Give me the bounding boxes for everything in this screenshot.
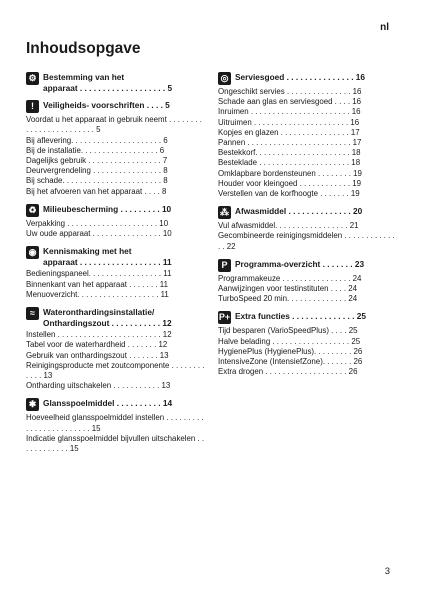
toc-entry[interactable]: Gebruik van onthardingszout . . . . . . . 13: [26, 350, 169, 360]
toc-entry-list: [26, 413, 206, 454]
toc-section-heading[interactable]: [218, 72, 396, 85]
toc-heading-line: Wateronthardingsinstallatie/: [43, 307, 155, 318]
toc-section: [218, 72, 396, 199]
page-title: Inhoudsopgave: [26, 40, 141, 57]
toc-heading-line: Milieubescherming . . . . . . . . . 10: [43, 203, 172, 214]
toc-entry[interactable]: Instellen . . . . . . . . . . . . . . . . . . . . . . . . 12: [26, 330, 172, 340]
toc-section-heading[interactable]: [26, 398, 206, 411]
toc-entry-list: [26, 269, 206, 300]
toc-heading-line: Glansspoelmiddel . . . . . . . . . . 14: [43, 398, 173, 409]
toc-section: [26, 204, 206, 239]
toc-entry[interactable]: Besteklade . . . . . . . . . . . . . . . . . . . . . 18: [218, 158, 361, 168]
toc-entry[interactable]: Verstellen van de korfhoogte . . . . . . . 19: [218, 189, 360, 199]
toc-entry[interactable]: Uw oude apparaat . . . . . . . . . . . . . . . . 10: [26, 229, 172, 239]
toc-entry[interactable]: Aanwijzingen voor testinstituten . . . . 24: [218, 284, 358, 294]
toc-entry[interactable]: Voordat u het apparaat in gebruik neemt . . . . . . . . . . . . . . . . . . . . . . . . 5: [26, 115, 202, 135]
toc-entry[interactable]: Schade aan glas en serviesgoed . . . . 16: [218, 97, 362, 107]
rinse-aid-icon: ✱: [26, 398, 39, 411]
toc-entry-list: [218, 326, 396, 377]
toc-heading-text: [43, 72, 206, 93]
toc-heading-text: [43, 100, 206, 111]
toc-section: [26, 398, 206, 454]
environment-icon: ♻: [26, 204, 39, 217]
toc-section: [26, 307, 206, 391]
toc-section: [218, 311, 396, 377]
toc-section-heading[interactable]: [26, 204, 206, 217]
toc-heading-text: [43, 307, 206, 328]
toc-entry[interactable]: Programmakeuze . . . . . . . . . . . . . . . . 24: [218, 273, 362, 283]
toc-section: [26, 72, 206, 93]
toc-entry-list: [26, 330, 206, 391]
language-code: nl: [380, 22, 389, 33]
toc-entry[interactable]: Verpakking . . . . . . . . . . . . . . . . . . . . . 10: [26, 218, 169, 228]
toc-entry[interactable]: Houder voor kleingoed . . . . . . . . . . . . 19: [218, 178, 361, 188]
toc-section: [218, 206, 396, 252]
toc-entry[interactable]: Bij het afvoeren van het apparaat . . . . 8: [26, 186, 167, 196]
toc-section-heading[interactable]: [218, 311, 396, 324]
toc-entry[interactable]: Deurvergrendeling . . . . . . . . . . . . . . . . 8: [26, 166, 168, 176]
toc-heading-line: Kennismaking met het: [43, 246, 132, 257]
programme-icon: P: [218, 259, 231, 272]
toc-section: [218, 259, 396, 305]
toc-entry[interactable]: Ongeschikt servies . . . . . . . . . . . . . . . 16: [218, 87, 362, 96]
detergent-icon: ⁂: [220, 207, 229, 218]
toc-section-heading[interactable]: [26, 307, 206, 328]
toc-section: [26, 246, 206, 300]
toc-entry[interactable]: Bedieningspaneel. . . . . . . . . . . . . . . . . 11: [26, 269, 172, 279]
dishes-icon: ◎: [218, 72, 231, 85]
toc-heading-line: Extra functies . . . . . . . . . . . . . . 25: [235, 311, 366, 322]
toc-entry[interactable]: Bij schade. . . . . . . . . . . . . . . . . . . . . . . 8: [26, 176, 168, 186]
toc-heading-line: apparaat . . . . . . . . . . . . . . . . . . . 5: [43, 82, 173, 93]
toc-heading-text: [43, 246, 206, 267]
toc-entry[interactable]: Tabel voor de waterhardheid . . . . . . . 12: [26, 340, 168, 350]
toc-entry[interactable]: Hoeveelheid glansspoelmiddel instellen . . . . . . . . . . . . . . . . . . . . . . . . 15: [26, 413, 204, 433]
warning-icon: !: [26, 100, 39, 113]
toc-right-column: [218, 72, 396, 384]
toc-heading-line: Serviesgoed . . . . . . . . . . . . . . . 16: [235, 72, 366, 82]
page-number: 3: [384, 566, 390, 577]
water-softener-icon: ≈: [26, 307, 39, 320]
toc-entry[interactable]: Pannen . . . . . . . . . . . . . . . . . . . . . . . . 17: [218, 138, 362, 148]
toc-entry[interactable]: Reinigingsproducte met zoutcomponente . . . . . . . . . . . . 13: [26, 360, 205, 381]
toc-entry-list: [26, 115, 206, 197]
toc-heading-line: apparaat . . . . . . . . . . . . . . . . . . 11: [43, 256, 172, 267]
toc-entry[interactable]: Gecombineerde reinigingsmiddelen . . . . . . . . . . . . . . 22: [218, 231, 395, 251]
toc-entry[interactable]: Dagelijks gebruik . . . . . . . . . . . . . . . . . 7: [26, 156, 168, 165]
toc-entry-list: [218, 274, 396, 305]
toc-section-heading[interactable]: [218, 206, 396, 219]
toc-entry[interactable]: Uitruimen . . . . . . . . . . . . . . . . . . . . . . 16: [218, 117, 360, 127]
toc-entry[interactable]: TurboSpeed 20 min. . . . . . . . . . . . . . 24: [218, 294, 358, 304]
toc-entry[interactable]: Vul afwasmiddel. . . . . . . . . . . . . . . . . 21: [218, 221, 359, 231]
extra-functions-icon: P+: [218, 312, 231, 323]
toc-section-heading[interactable]: [26, 100, 206, 113]
toc-entry-list: [218, 221, 396, 252]
toc-entry[interactable]: Bij de installatie. . . . . . . . . . . . . . . . . . 6: [26, 145, 165, 155]
toc-entry-list: [218, 87, 396, 199]
toc-heading-line: Programma-overzicht . . . . . . . 23: [235, 258, 365, 269]
toc-heading-text: [235, 206, 396, 217]
safety-icon: ⚙: [26, 72, 39, 85]
toc-entry[interactable]: Binnenkant van het apparaat . . . . . . . 11: [26, 279, 168, 289]
toc-heading-text: [235, 72, 396, 83]
toc-section-heading[interactable]: [218, 259, 396, 272]
toc-entry[interactable]: Bij aflevering. . . . . . . . . . . . . . . . . . . . . 6: [26, 135, 168, 145]
toc-section-heading[interactable]: [26, 72, 206, 93]
toc-entry-list: [26, 219, 206, 239]
toc-heading-text: [43, 204, 206, 215]
toc-section: [26, 100, 206, 197]
toc-section-heading[interactable]: [26, 246, 206, 267]
toc-heading-text: [43, 398, 206, 409]
toc-entry[interactable]: Extra drogen . . . . . . . . . . . . . . . . . . . 26: [218, 367, 358, 377]
toc-heading-line: Bestemming van het: [43, 72, 125, 82]
toc-entry[interactable]: Indicatie glansspoelmiddel bijvullen uitschakelen . . . . . . . . . . . . 15: [26, 433, 205, 454]
toc-entry[interactable]: Kopjes en glazen . . . . . . . . . . . . . . . . 17: [218, 127, 360, 137]
toc-heading-text: [235, 259, 396, 270]
toc-heading-line: Afwasmiddel . . . . . . . . . . . . . . 20: [235, 206, 363, 217]
toc-entry[interactable]: Halve belading . . . . . . . . . . . . . . . . . . 25: [218, 336, 361, 346]
toc-entry[interactable]: Ontharding uitschakelen . . . . . . . . . . . 13: [26, 381, 171, 391]
toc-entry[interactable]: Omklapbare bordensteunen . . . . . . . . 19: [218, 168, 362, 178]
toc-left-column: [26, 72, 206, 461]
toc-heading-line: Onthardingszout . . . . . . . . . . . 12: [43, 317, 172, 328]
eye-icon: ◉: [26, 246, 39, 259]
toc-entry[interactable]: Inruimen . . . . . . . . . . . . . . . . . . . . . . . 16: [218, 107, 361, 117]
toc-entry[interactable]: HygienePlus (HygienePlus). . . . . . . . . 26: [218, 346, 363, 356]
toc-heading-line: Veiligheids- voorschriften . . . . 5: [43, 100, 170, 111]
toc-entry[interactable]: Tijd besparen (VarioSpeedPlus) . . . . 25: [218, 326, 358, 336]
toc-entry[interactable]: IntensiveZone (IntensiefZone). . . . . . . 26: [218, 357, 363, 367]
toc-entry[interactable]: Bestekkorf. . . . . . . . . . . . . . . . . . . . . . 18: [218, 148, 361, 158]
toc-entry[interactable]: Menuoverzicht. . . . . . . . . . . . . . . . . . . 11: [26, 289, 169, 299]
toc-heading-text: [235, 311, 396, 322]
